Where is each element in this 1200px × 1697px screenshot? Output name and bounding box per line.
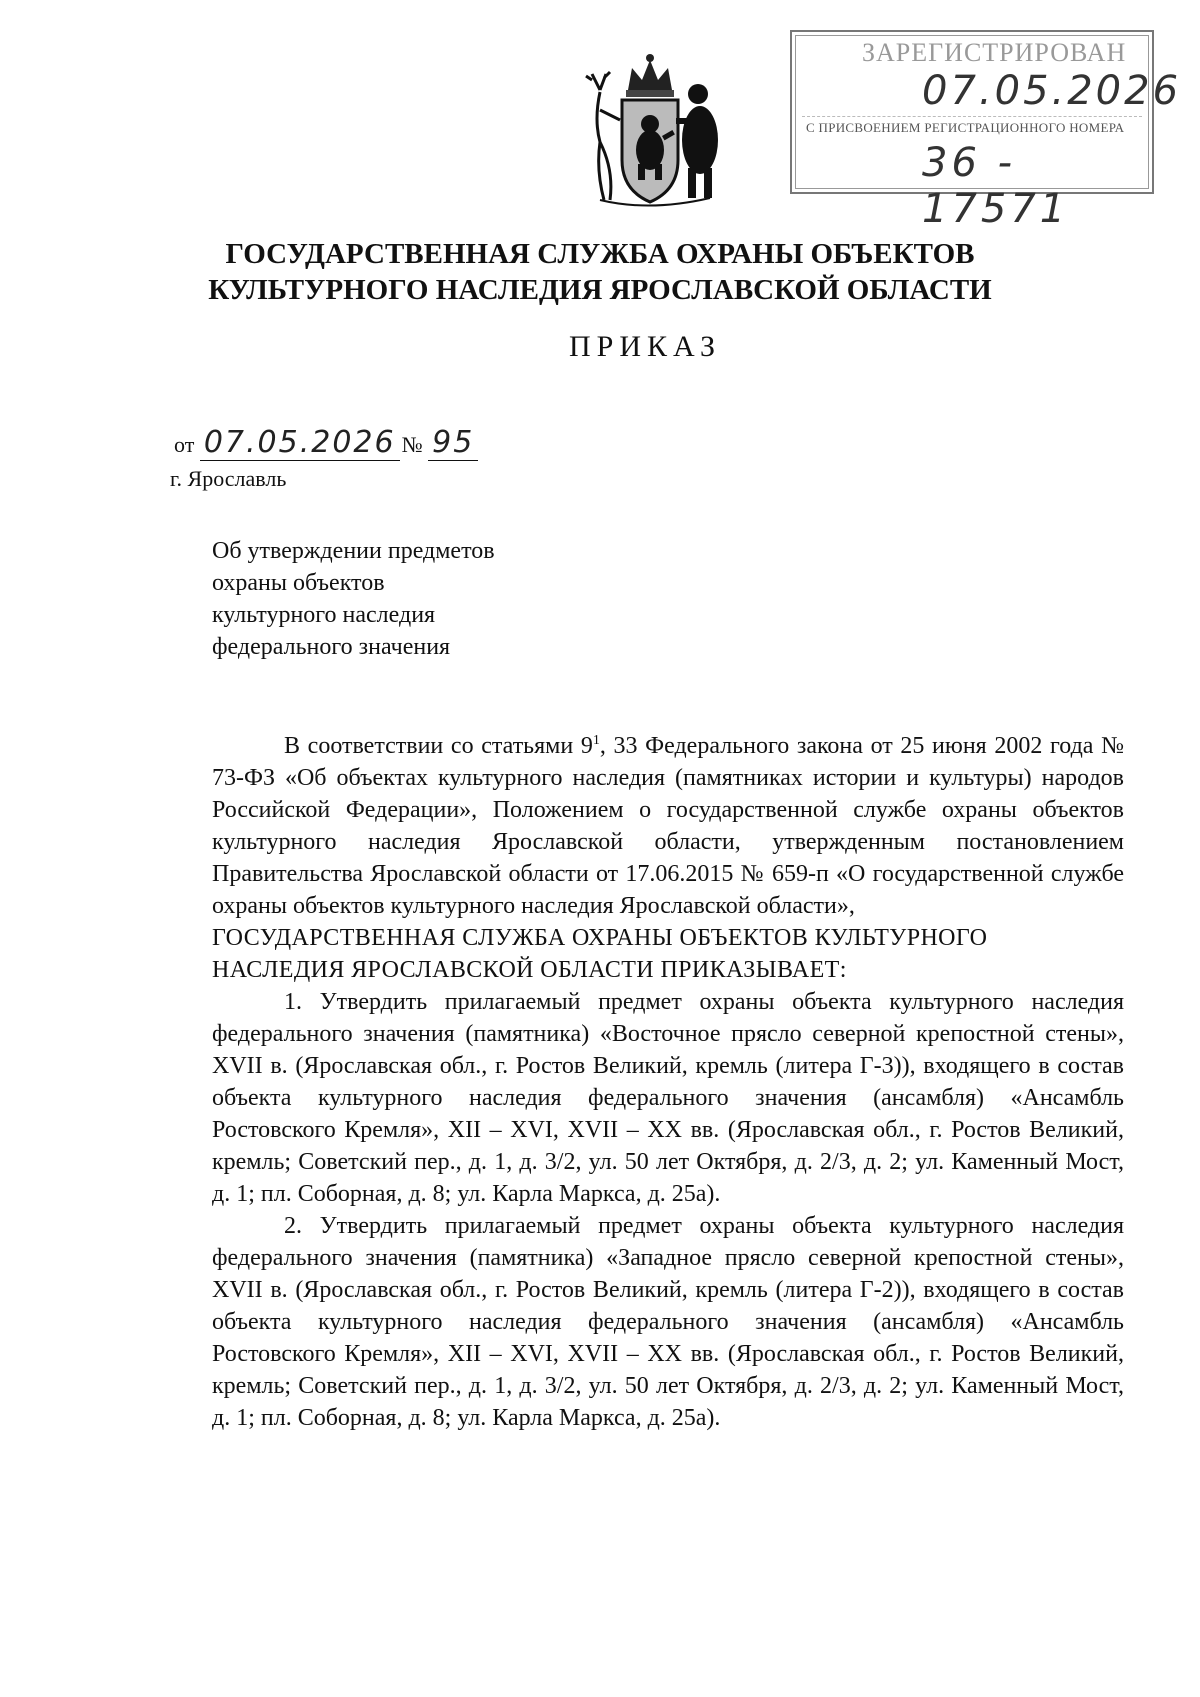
document-type: ПРИКАЗ (569, 330, 721, 363)
order-subject (212, 535, 495, 663)
stamp-date: 07.05.2026 (922, 68, 1182, 114)
date-prefix: от (174, 432, 195, 457)
number-sign: № (401, 432, 423, 457)
order-body (212, 730, 1124, 1434)
stamp-subtitle: С ПРИСВОЕНИЕМ РЕГИСТРАЦИОННОГО НОМЕРА (806, 120, 1125, 135)
subject-line: Об утверждении предметов (212, 538, 495, 564)
subject-line: охраны объектов (212, 570, 385, 596)
header-line-1: ГОСУДАРСТВЕННАЯ СЛУЖБА ОХРАНЫ ОБЪЕКТОВ (225, 238, 975, 270)
city: г. Ярославль (170, 466, 287, 491)
crown-icon (626, 54, 674, 97)
order-number: 95 (428, 425, 478, 461)
subject-line: федерального значения (212, 634, 451, 660)
organization-header (0, 236, 1200, 308)
stamp-title: ЗАРЕГИСТРИРОВАН (862, 38, 1127, 67)
registration-stamp (790, 30, 1182, 232)
superscript: 1 (592, 733, 600, 748)
bear-supporter-icon (676, 84, 718, 198)
header-line-2: КУЛЬТУРНОГО НАСЛЕДИЯ ЯРОСЛАВСКОЙ ОБЛАСТИ (208, 274, 992, 306)
order-date: 07.05.2026 (200, 425, 400, 461)
orders-line: ГОСУДАРСТВЕННАЯ СЛУЖБА ОХРАНЫ ОБЪЕКТОВ КУЛЬТУРНОГО НАСЛЕДИЯ ЯРОСЛАВСКОЙ ОБЛАСТИ ПРИКАЗЫВАЕТ: (212, 925, 988, 983)
coat-of-arms-emblem (570, 50, 730, 210)
date-number-line (174, 425, 478, 460)
stamp-number: 36 - 17571 (922, 140, 1070, 232)
stamp-divider (802, 116, 1142, 117)
order-item-1: 1. Утвердить прилагаемый предмет охраны объекта культурного наследия федерального значения (памятника) «Восточное прясло северной крепостной стены», XVII в. (Ярославская обл., г. Ростов Великий, кремль (литера Г-3)), входящего в состав объекта культурного наследия федерального значения (ансамбля) «Ансамбль Ростовского Кремля», XII – XVI, XVII – XX вв. (Ярославская обл., г. Ростов Великий, кремль; Советский пер., д. 1, д. 3/2, ул. 50 лет Октября, д. 2/3, д. 2; ул. Каменный Мост, д. 1; пл. Соборная, д. 8; ул. Карла Маркса, д. 25а). (212, 989, 1124, 1207)
deer-supporter-icon (586, 72, 620, 200)
order-item-2: 2. Утвердить прилагаемый предмет охраны объекта культурного наследия федерального значения (памятника) «Западное прясло северной крепостной стены», XVII в. (Ярославская обл., г. Ростов Великий, кремль (литера Г-2)), входящего в состав объекта культурного наследия федерального значения (ансамбля) «Ансамбль Ростовского Кремля», XII – XVI, XVII – XX вв. (Ярославская обл., г. Ростов Великий, кремль; Советский пер., д. 1, д. 3/2, ул. 50 лет Октября, д. 2/3, д. 2; ул. Каменный Мост, д. 1; пл. Соборная, д. 8; ул. Карла Маркса, д. 25а). (212, 1213, 1124, 1431)
subject-line: культурного наследия (212, 602, 436, 628)
preamble-paragraph: В соответствии со статьями $9^1$, 33 Федерального закона от 25 июня 2002 года № 73-ФЗ «Об объектах культурного наследия (памятниках истории и культуры) народов Российской Федерации», Положением о государственной службе охраны объектов культурного наследия Ярославской области, утвержденным постановлением Правительства Ярославской области от 17.06.2015 № 659-п «О государственной службе охраны объектов культурного наследия Ярославской области», (212, 733, 1124, 919)
